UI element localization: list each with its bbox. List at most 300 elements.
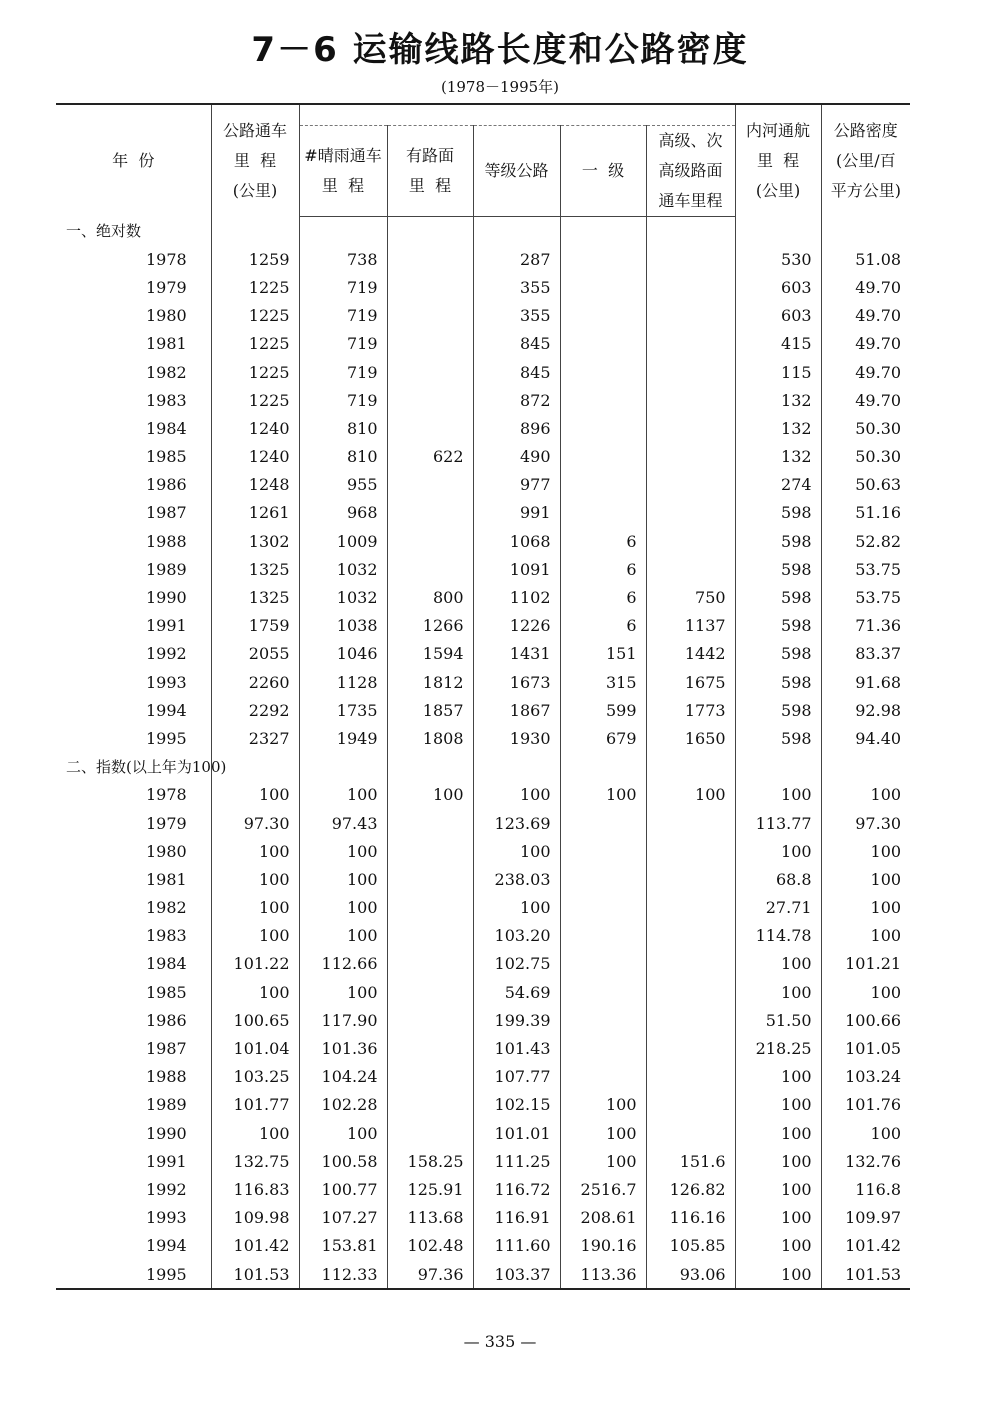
table-cell: 1137: [646, 612, 735, 640]
table-cell: [473, 217, 560, 246]
table-cell: 991: [473, 499, 560, 527]
table-row: [56, 471, 910, 499]
table-cell: 100: [735, 1119, 821, 1147]
table-row: [56, 922, 910, 950]
table-cell: 50.63: [821, 471, 910, 499]
table-cell: 116.83: [211, 1175, 299, 1203]
table-cell: [646, 358, 735, 386]
table-cell: 977: [473, 471, 560, 499]
table-cell: 1046: [299, 640, 387, 668]
table-row: [56, 583, 910, 611]
table-cell: 100: [735, 1175, 821, 1203]
table-cell: 1261: [211, 499, 299, 527]
table-body: [56, 217, 910, 1290]
header-class1: 一 级: [560, 126, 646, 217]
table-cell: [387, 978, 473, 1006]
table-row: [56, 724, 910, 752]
table-cell: [387, 1006, 473, 1034]
table-cell: [735, 217, 821, 246]
table-cell: 679: [560, 724, 646, 752]
table-cell: 968: [299, 499, 387, 527]
table-cell: 1857: [387, 696, 473, 724]
table-cell: [387, 471, 473, 499]
table-cell: 100: [646, 781, 735, 809]
table-cell: [560, 837, 646, 865]
table-cell: 6: [560, 612, 646, 640]
table-cell: [646, 443, 735, 471]
table-cell: 100: [735, 1091, 821, 1119]
table-cell: 113.36: [560, 1260, 646, 1289]
table-cell: [560, 865, 646, 893]
table-cell: 199.39: [473, 1006, 560, 1034]
table-cell: 52.82: [821, 527, 910, 555]
table-cell: [560, 499, 646, 527]
table-cell: [646, 330, 735, 358]
table-row: [56, 781, 910, 809]
table-cell: 598: [735, 555, 821, 583]
table-cell: 1225: [211, 273, 299, 301]
table-cell: 100: [211, 978, 299, 1006]
year-cell: 1993: [146, 672, 187, 692]
year-cell: 1992: [146, 1179, 187, 1199]
table-cell: 1675: [646, 668, 735, 696]
table-cell: 598: [735, 527, 821, 555]
table-row: [56, 273, 910, 301]
table-row: [56, 358, 910, 386]
page-subtitle: (1978－1995年): [440, 78, 560, 96]
table-cell: 100: [211, 894, 299, 922]
table-row: [56, 555, 910, 583]
table-cell: 598: [735, 724, 821, 752]
table-cell: 101.42: [211, 1232, 299, 1260]
year-cell: 1990: [146, 588, 187, 608]
table-cell: 810: [299, 414, 387, 442]
table-cell: 93.06: [646, 1260, 735, 1289]
table-cell: 103.25: [211, 1063, 299, 1091]
year-cell: 1984: [146, 954, 187, 974]
table-cell: 104.24: [299, 1063, 387, 1091]
table-cell: [646, 217, 735, 246]
table-cell: 100: [821, 922, 910, 950]
table-cell: [560, 809, 646, 837]
table-cell: [646, 922, 735, 950]
table-cell: 208.61: [560, 1204, 646, 1232]
table-cell: [646, 894, 735, 922]
table-cell: [560, 471, 646, 499]
table-cell: 100: [560, 1147, 646, 1175]
table-cell: 100: [211, 865, 299, 893]
table-cell: 6: [560, 555, 646, 583]
table-cell: 100: [299, 922, 387, 950]
table-cell: 800: [387, 583, 473, 611]
year-cell: 1985: [146, 447, 187, 467]
table-cell: 719: [299, 330, 387, 358]
table-cell: 1808: [387, 724, 473, 752]
table-cell: 100: [473, 781, 560, 809]
year-cell: 1989: [146, 1095, 187, 1115]
table-cell: 355: [473, 302, 560, 330]
year-cell: 1978: [146, 785, 187, 805]
table-cell: 103.20: [473, 922, 560, 950]
table-cell: 1431: [473, 640, 560, 668]
table-cell: 100.65: [211, 1006, 299, 1034]
table-cell: 287: [473, 245, 560, 273]
table-cell: 238.03: [473, 865, 560, 893]
table-cell: [387, 499, 473, 527]
header-density: 公路密度 (公里/百 平方公里): [821, 104, 910, 217]
table-row: [56, 386, 910, 414]
table-cell: 68.8: [735, 865, 821, 893]
table-cell: [646, 471, 735, 499]
table-cell: 100: [211, 781, 299, 809]
table-cell: 101.77: [211, 1091, 299, 1119]
table-cell: 112.66: [299, 950, 387, 978]
table-cell: 1240: [211, 414, 299, 442]
table-row: [56, 1091, 910, 1119]
year-cell: 1994: [146, 700, 187, 720]
year-cell: 1983: [146, 390, 187, 410]
table-cell: 113.77: [735, 809, 821, 837]
table-cell: 598: [735, 668, 821, 696]
table-cell: [560, 330, 646, 358]
table-cell: 54.69: [473, 978, 560, 1006]
table-cell: [646, 414, 735, 442]
table-cell: 1091: [473, 555, 560, 583]
table-row: [56, 245, 910, 273]
table-cell: [387, 358, 473, 386]
table-cell: 190.16: [560, 1232, 646, 1260]
table-cell: 490: [473, 443, 560, 471]
table-row: [56, 837, 910, 865]
table-cell: 1225: [211, 302, 299, 330]
year-cell: 1981: [146, 869, 187, 889]
table-cell: 100: [821, 865, 910, 893]
table-cell: 100: [735, 978, 821, 1006]
table-cell: [735, 753, 821, 781]
table-cell: 603: [735, 302, 821, 330]
table-cell: 153.81: [299, 1232, 387, 1260]
table-cell: 101.21: [821, 950, 910, 978]
table-cell: [560, 753, 646, 781]
table-cell: 101.43: [473, 1034, 560, 1062]
table-cell: [646, 1119, 735, 1147]
table-cell: 97.43: [299, 809, 387, 837]
section-header-row: [56, 217, 910, 246]
table-cell: 116.16: [646, 1204, 735, 1232]
table-cell: [646, 809, 735, 837]
header-year: 年 份: [112, 150, 155, 170]
table-cell: 158.25: [387, 1147, 473, 1175]
table-cell: 719: [299, 302, 387, 330]
year-cell: 1980: [146, 306, 187, 326]
table-row: [56, 1204, 910, 1232]
table-cell: 102.15: [473, 1091, 560, 1119]
table-cell: [560, 386, 646, 414]
table-cell: [560, 358, 646, 386]
table-cell: 100: [735, 1232, 821, 1260]
table-cell: [211, 217, 299, 246]
year-cell: 1990: [146, 1123, 187, 1143]
table-cell: 101.53: [211, 1260, 299, 1289]
section-label: 一、绝对数: [66, 222, 142, 241]
year-cell: 1981: [146, 334, 187, 354]
table-cell: 114.78: [735, 922, 821, 950]
header-inland-waterway: 内河通航 里 程 (公里): [735, 104, 821, 217]
table-cell: 1325: [211, 555, 299, 583]
table-cell: [646, 837, 735, 865]
year-cell: 1983: [146, 926, 187, 946]
table-row: [56, 499, 910, 527]
table-cell: 1949: [299, 724, 387, 752]
table-cell: 102.28: [299, 1091, 387, 1119]
page-title: 7－6 运输线路长度和公路密度: [251, 30, 749, 70]
table-cell: [560, 922, 646, 950]
table-cell: 100: [560, 781, 646, 809]
table-cell: [387, 753, 473, 781]
table-cell: 94.40: [821, 724, 910, 752]
table-cell: 100: [299, 894, 387, 922]
table-cell: 100: [299, 865, 387, 893]
table-cell: [387, 1091, 473, 1119]
table-cell: 598: [735, 696, 821, 724]
table-cell: 50.30: [821, 443, 910, 471]
table-cell: 100: [735, 837, 821, 865]
table-row: [56, 443, 910, 471]
table-cell: 107.27: [299, 1204, 387, 1232]
year-cell: 1979: [146, 813, 187, 833]
table-cell: 123.69: [473, 809, 560, 837]
table-cell: 100: [821, 781, 910, 809]
table-cell: 116.91: [473, 1204, 560, 1232]
table-cell: [387, 217, 473, 246]
table-cell: 1812: [387, 668, 473, 696]
table-cell: [821, 217, 910, 246]
table-cell: [387, 1119, 473, 1147]
table-cell: 103.37: [473, 1260, 560, 1289]
section-header-row: [56, 753, 910, 781]
header-paved: 有路面 里 程: [387, 126, 473, 217]
table-row: [56, 696, 910, 724]
table-cell: 598: [735, 612, 821, 640]
table-row: [56, 414, 910, 442]
table-cell: [387, 302, 473, 330]
table-row: [56, 865, 910, 893]
table-cell: 51.08: [821, 245, 910, 273]
table-cell: 1226: [473, 612, 560, 640]
table-cell: 315: [560, 668, 646, 696]
table-cell: [646, 1034, 735, 1062]
table-cell: 111.25: [473, 1147, 560, 1175]
table-cell: 750: [646, 583, 735, 611]
table-cell: 132.76: [821, 1147, 910, 1175]
table-cell: 51.16: [821, 499, 910, 527]
table-cell: 101.36: [299, 1034, 387, 1062]
table-cell: 113.68: [387, 1204, 473, 1232]
table-cell: [387, 894, 473, 922]
table-cell: [387, 922, 473, 950]
table-cell: 115: [735, 358, 821, 386]
table-cell: 530: [735, 245, 821, 273]
table-cell: 102.75: [473, 950, 560, 978]
table-cell: 1240: [211, 443, 299, 471]
table-cell: 1302: [211, 527, 299, 555]
table-cell: 49.70: [821, 386, 910, 414]
table-cell: 1038: [299, 612, 387, 640]
table-header: [56, 104, 910, 217]
table-cell: 49.70: [821, 358, 910, 386]
table-cell: [646, 978, 735, 1006]
table-cell: 100: [473, 837, 560, 865]
table-cell: [560, 1034, 646, 1062]
table-cell: [560, 978, 646, 1006]
table-cell: 100: [821, 837, 910, 865]
table-cell: 719: [299, 386, 387, 414]
table-cell: [646, 245, 735, 273]
year-cell: 1980: [146, 841, 187, 861]
table-cell: 100: [560, 1091, 646, 1119]
table-cell: 1773: [646, 696, 735, 724]
table-cell: 100: [299, 837, 387, 865]
table-row: [56, 612, 910, 640]
table-cell: 100: [299, 1119, 387, 1147]
table-cell: 116.8: [821, 1175, 910, 1203]
table-cell: 49.70: [821, 273, 910, 301]
table-cell: 719: [299, 358, 387, 386]
table-cell: 100: [735, 781, 821, 809]
table-cell: 1442: [646, 640, 735, 668]
table-cell: [646, 1063, 735, 1091]
table-cell: 109.97: [821, 1204, 910, 1232]
table-cell: [560, 894, 646, 922]
table-cell: [560, 950, 646, 978]
table-cell: [387, 386, 473, 414]
table-cell: [387, 555, 473, 583]
table-cell: 100.77: [299, 1175, 387, 1203]
table-cell: 1594: [387, 640, 473, 668]
table-cell: 117.90: [299, 1006, 387, 1034]
table-cell: 603: [735, 273, 821, 301]
table-cell: 1225: [211, 330, 299, 358]
year-cell: 1993: [146, 1208, 187, 1228]
table-cell: 1032: [299, 583, 387, 611]
table-cell: 107.77: [473, 1063, 560, 1091]
table-cell: 1225: [211, 358, 299, 386]
table-cell: 100: [735, 950, 821, 978]
table-row: [56, 809, 910, 837]
table-cell: [387, 527, 473, 555]
table-cell: 2055: [211, 640, 299, 668]
table-cell: 151.6: [646, 1147, 735, 1175]
table-cell: 738: [299, 245, 387, 273]
table-cell: 101.22: [211, 950, 299, 978]
header-group-spacer: [299, 104, 735, 126]
table-cell: 100.66: [821, 1006, 910, 1034]
table-cell: 1248: [211, 471, 299, 499]
table-cell: 100: [211, 1119, 299, 1147]
table-cell: [560, 443, 646, 471]
table-cell: [646, 1091, 735, 1119]
year-cell: 1982: [146, 362, 187, 382]
year-cell: 1991: [146, 1151, 187, 1171]
table-cell: 116.72: [473, 1175, 560, 1203]
table-cell: 845: [473, 330, 560, 358]
table-row: [56, 668, 910, 696]
table-cell: [821, 753, 910, 781]
table-cell: 1259: [211, 245, 299, 273]
table-cell: 49.70: [821, 330, 910, 358]
table-cell: [646, 527, 735, 555]
table-cell: 100: [735, 1063, 821, 1091]
table-cell: [560, 1006, 646, 1034]
table-cell: 97.30: [211, 809, 299, 837]
table-row: [56, 302, 910, 330]
table-cell: 100: [211, 837, 299, 865]
table-cell: 97.36: [387, 1260, 473, 1289]
table-cell: [646, 273, 735, 301]
table-cell: 91.68: [821, 668, 910, 696]
table-row: [56, 640, 910, 668]
table-cell: 622: [387, 443, 473, 471]
table-row: [56, 1260, 910, 1289]
table-cell: 92.98: [821, 696, 910, 724]
year-cell: 1987: [146, 1039, 187, 1059]
table-cell: 1102: [473, 583, 560, 611]
table-cell: [387, 1063, 473, 1091]
table-cell: 100: [821, 1119, 910, 1147]
table-cell: 27.71: [735, 894, 821, 922]
table-cell: [560, 1063, 646, 1091]
year-cell: 1994: [146, 1236, 187, 1256]
table-cell: 101.05: [821, 1034, 910, 1062]
table-cell: 100: [387, 781, 473, 809]
table-row: [56, 978, 910, 1006]
table-cell: 97.30: [821, 809, 910, 837]
table-cell: [646, 302, 735, 330]
table-cell: 49.70: [821, 302, 910, 330]
table-cell: 599: [560, 696, 646, 724]
table-cell: 218.25: [735, 1034, 821, 1062]
table-cell: 132: [735, 386, 821, 414]
table-cell: 100: [821, 978, 910, 1006]
transport-table: [56, 103, 910, 1290]
year-cell: 1982: [146, 898, 187, 918]
table-cell: 100: [560, 1119, 646, 1147]
table-cell: [387, 273, 473, 301]
year-cell: 1978: [146, 249, 187, 269]
year-cell: 1986: [146, 475, 187, 495]
table-cell: 101.01: [473, 1119, 560, 1147]
table-row: [56, 1147, 910, 1175]
table-cell: 100: [735, 1147, 821, 1175]
year-cell: 1988: [146, 531, 187, 551]
section-label: 二、指数(以上年为100): [66, 758, 227, 777]
header-graded: 等级公路: [473, 126, 560, 217]
table-row: [56, 1175, 910, 1203]
year-cell: 1985: [146, 982, 187, 1002]
header-allweather: #晴雨通车 里 程: [299, 126, 387, 217]
table-cell: 100.58: [299, 1147, 387, 1175]
table-cell: 598: [735, 499, 821, 527]
table-cell: 132: [735, 443, 821, 471]
table-row: [56, 527, 910, 555]
table-row: [56, 950, 910, 978]
table-cell: 1325: [211, 583, 299, 611]
table-cell: 1032: [299, 555, 387, 583]
table-cell: [387, 809, 473, 837]
table-cell: [560, 273, 646, 301]
table-cell: [646, 950, 735, 978]
table-cell: 53.75: [821, 555, 910, 583]
